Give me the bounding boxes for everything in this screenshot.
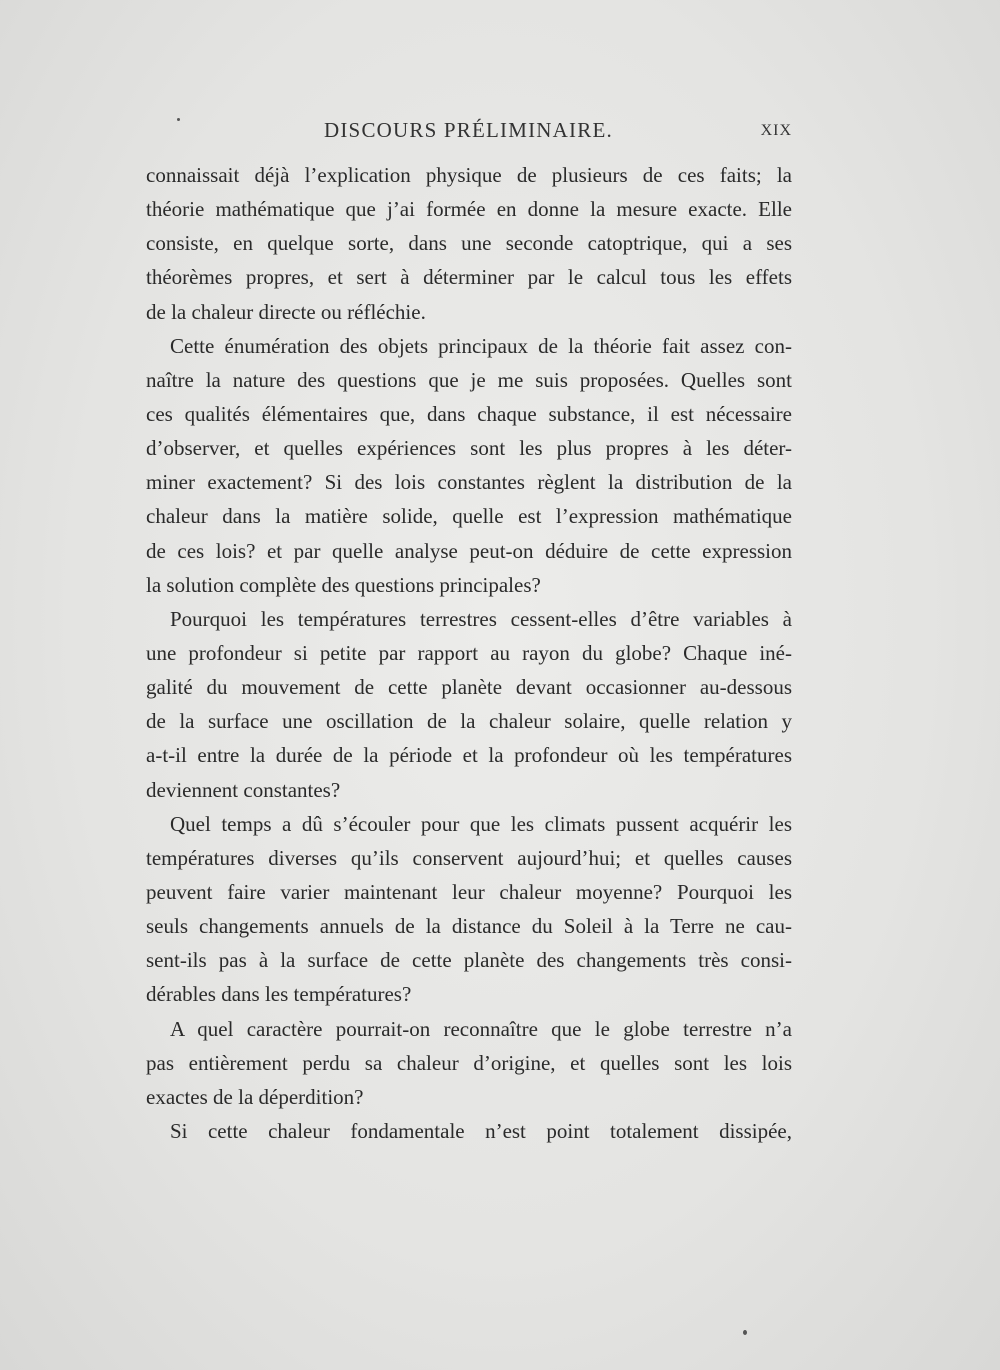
text-line: d’observer, et quelles expériences sont les plus propres à les déter- — [146, 436, 792, 461]
text-line: ces qualités élémentaires que, dans chaque substance, il est nécessaire — [146, 401, 792, 426]
text-line: A quel caractère pourrait-on reconnaître que le globe terrestre n’a — [170, 1016, 792, 1041]
text-line: Pourquoi les températures terrestres cessent-elles d’être variables à — [170, 606, 792, 631]
text-line: la solution complète des questions principales? — [146, 572, 541, 597]
text-line: de la chaleur directe ou réfléchie. — [146, 299, 426, 324]
text-line: peuvent faire varier maintenant leur chaleur moyenne? Pourquoi les — [146, 879, 792, 904]
text-line: théorie mathématique que j’ai formée en donne la mesure exacte. Elle — [146, 197, 792, 222]
text-line: théorèmes propres, et sert à déterminer par le calcul tous les effets — [146, 265, 792, 290]
text-line: Quel temps a dû s’écouler pour que les climats pussent acquérir les — [170, 811, 792, 836]
text-line: une profondeur si petite par rapport au rayon du globe? Chaque iné- — [146, 640, 792, 665]
text-line: pas entièrement perdu sa chaleur d’origine, et quelles sont les lois — [146, 1050, 792, 1075]
text-line: consiste, en quelque sorte, dans une seconde catoptrique, qui a ses — [146, 231, 792, 256]
paper-speck — [177, 118, 180, 121]
text-line: de ces lois? et par quelle analyse peut-on déduire de cette expression — [146, 538, 792, 563]
body-text — [146, 158, 792, 1148]
text-line: chaleur dans la matière solide, quelle est l’expression mathématique — [146, 504, 792, 529]
text-line: deviennent constantes? — [146, 777, 341, 802]
text-line: connaissait déjà l’explication physique de plusieurs de ces faits; la — [146, 163, 792, 187]
text-line: sent-ils pas à la surface de cette planète des changements très consi- — [146, 948, 792, 973]
text-line: Si cette chaleur fondamentale n’est point totalement dissipée, — [170, 1118, 792, 1143]
page-number: XIX — [760, 122, 792, 139]
text-line: galité du mouvement de cette planète devant occasionner au-dessous — [146, 675, 792, 700]
text-line: a-t-il entre la durée de la période et la profondeur où les températures — [146, 743, 792, 768]
text-line: seuls changements annuels de la distance du Soleil à la Terre ne cau- — [146, 914, 792, 939]
running-title: DISCOURS PRÉLIMINAIRE. — [324, 118, 613, 142]
text-line: naître la nature des questions que je me suis proposées. Quelles sont — [146, 367, 792, 392]
paper-speck — [743, 1330, 747, 1335]
text-line: exactes de la déperdition? — [146, 1084, 364, 1109]
text-line: dérables dans les températures? — [146, 982, 412, 1007]
text-line: de la surface une oscillation de la chaleur solaire, quelle relation y — [146, 709, 792, 734]
text-line: températures diverses qu’ils conservent aujourd’hui; et quelles causes — [146, 845, 792, 870]
page-header — [146, 118, 792, 148]
text-line: miner exactement? Si des lois constantes règlent la distribution de la — [146, 470, 792, 495]
text-line: Cette énumération des objets principaux de la théorie fait assez con- — [170, 333, 792, 358]
